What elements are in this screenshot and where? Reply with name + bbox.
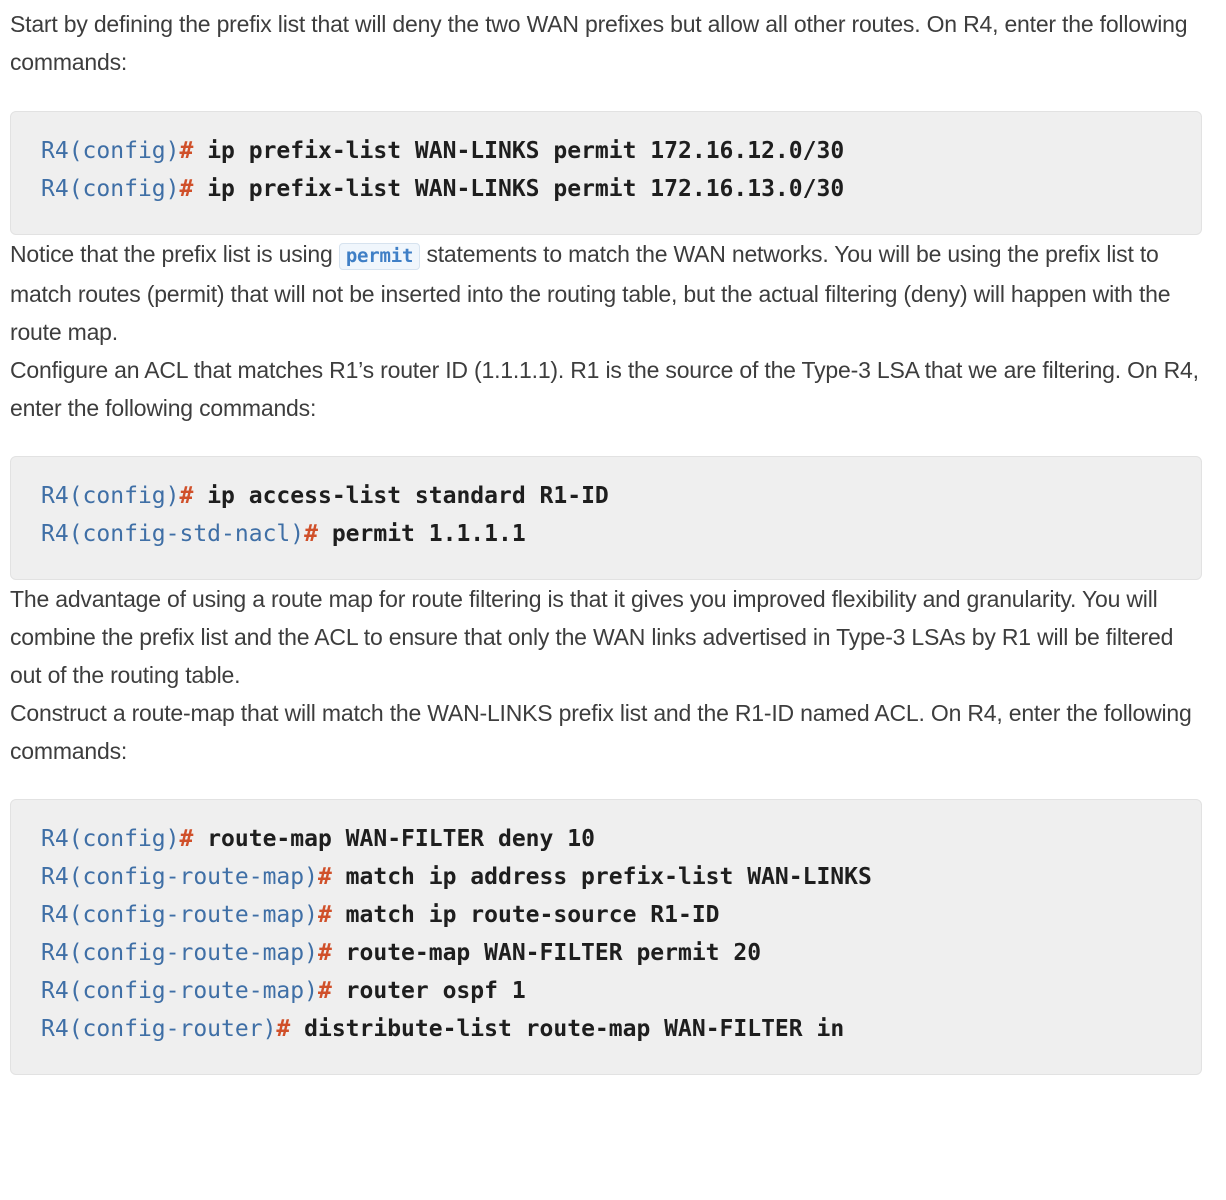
prompt-host: R4	[41, 978, 69, 1004]
prompt-mode: (config-router)	[68, 1016, 277, 1042]
code-line	[41, 972, 1171, 1010]
prompt-hash: #	[317, 940, 332, 966]
code-line	[41, 858, 1171, 896]
route-map-paragraph: Construct a route-map that will match the WAN-LINKS prefix list and the R1-ID named ACL. On R4, enter the following commands:	[10, 700, 1192, 764]
command-text: ip prefix-list WAN-LINKS permit 172.16.13.0/30	[193, 176, 845, 202]
code-block-acl	[10, 456, 1202, 580]
paragraph-text: statements to match the WAN networks. You will be using the prefix list to match routes (permit) that will not be inserted into the routing table, but the actual filtering (deny) will happen with the route map.	[10, 241, 1171, 345]
code-block-route-map	[10, 799, 1202, 1075]
command-text: match ip address prefix-list WAN-LINKS	[331, 864, 872, 890]
prompt-mode: (config)	[68, 176, 180, 202]
command-text: ip prefix-list WAN-LINKS permit 172.16.12.0/30	[193, 138, 845, 164]
prefix-list-explanation-paragraph	[10, 235, 1202, 351]
prompt-hash: #	[317, 864, 332, 890]
prompt-mode: (config-std-nacl)	[68, 521, 305, 547]
prompt-host: R4	[41, 864, 69, 890]
intro-paragraph: Start by defining the prefix list that will deny the two WAN prefixes but allow all other routes. On R4, enter the following commands:	[10, 11, 1188, 75]
prompt-mode: (config)	[68, 826, 180, 852]
prompt-hash: #	[276, 1016, 291, 1042]
command-text: permit 1.1.1.1	[317, 521, 526, 547]
prompt-host: R4	[41, 176, 69, 202]
code-line	[41, 896, 1171, 934]
prompt-host: R4	[41, 521, 69, 547]
prompt-host: R4	[41, 483, 69, 509]
prompt-host: R4	[41, 138, 69, 164]
prompt-host: R4	[41, 902, 69, 928]
acl-paragraph: Configure an ACL that matches R1’s router ID (1.1.1.1). R1 is the source of the Type-3 LSA that we are filtering. On R4, enter the following commands:	[10, 357, 1199, 421]
code-line	[41, 1010, 1171, 1048]
command-text: match ip route-source R1-ID	[331, 902, 720, 928]
prompt-mode: (config-route-map)	[68, 940, 318, 966]
code-line	[41, 170, 1171, 208]
prompt-hash: #	[179, 826, 194, 852]
prompt-host: R4	[41, 940, 69, 966]
prompt-host: R4	[41, 826, 69, 852]
prompt-mode: (config)	[68, 138, 180, 164]
prompt-mode: (config-route-map)	[68, 864, 318, 890]
prompt-hash: #	[317, 902, 332, 928]
code-line	[41, 820, 1171, 858]
code-line	[41, 477, 1171, 515]
command-text: ip access-list standard R1-ID	[193, 483, 609, 509]
code-block-prefix-list	[10, 111, 1202, 235]
prompt-mode: (config)	[68, 483, 180, 509]
prompt-host: R4	[41, 1016, 69, 1042]
prompt-mode: (config-route-map)	[68, 902, 318, 928]
document-content	[10, 0, 1202, 1075]
command-text: distribute-list route-map WAN-FILTER in	[290, 1016, 845, 1042]
code-line	[41, 132, 1171, 170]
code-line	[41, 934, 1171, 972]
route-map-advantage-paragraph: The advantage of using a route map for route filtering is that it gives you improved flexibility and granularity. You will combine the prefix list and the ACL to ensure that only the WAN links advertised in Type-3 LSAs by R1 will be filtered out of the routing table.	[10, 586, 1174, 688]
code-line	[41, 515, 1171, 553]
prompt-hash: #	[179, 138, 194, 164]
inline-code-permit: permit	[339, 243, 420, 270]
paragraph-text: Notice that the prefix list is using	[10, 241, 339, 267]
prompt-hash: #	[179, 176, 194, 202]
command-text: route-map WAN-FILTER deny 10	[193, 826, 595, 852]
prompt-hash: #	[317, 978, 332, 1004]
command-text: route-map WAN-FILTER permit 20	[331, 940, 762, 966]
command-text: router ospf 1	[331, 978, 526, 1004]
prompt-hash: #	[179, 483, 194, 509]
prompt-hash: #	[304, 521, 318, 547]
prompt-mode: (config-route-map)	[68, 978, 318, 1004]
